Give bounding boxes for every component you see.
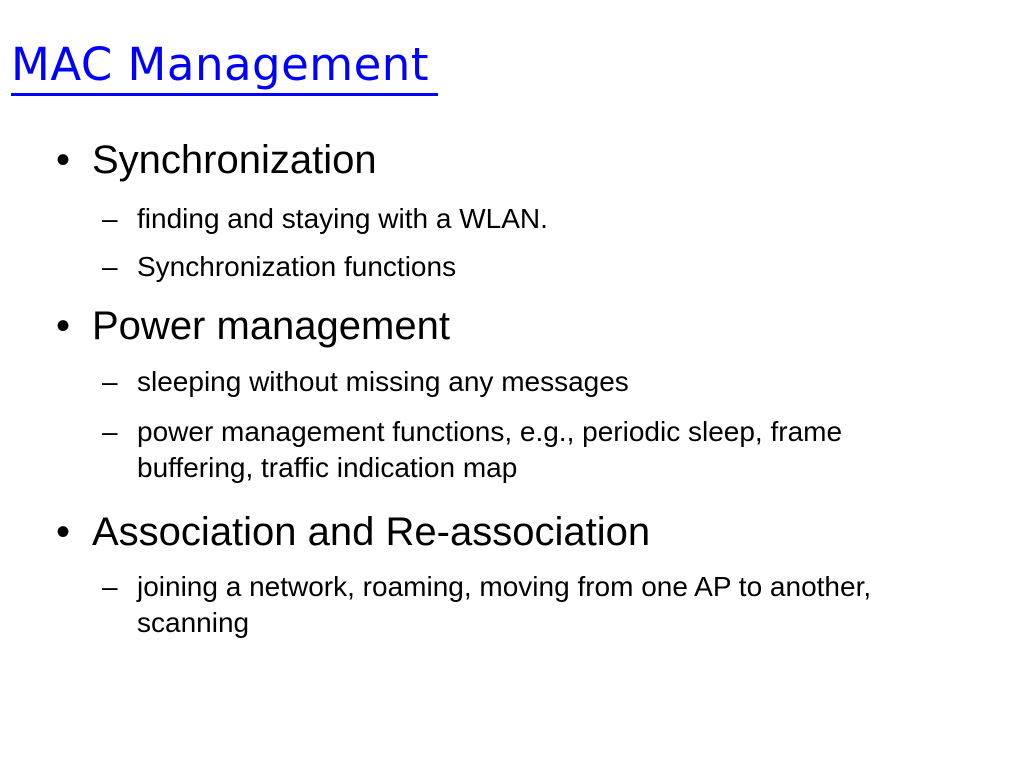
sub-text: power management functions, e.g., periodic sleep, frame buffering, traffic indication map (137, 416, 843, 483)
sub-text: finding and staying with a WLAN. (137, 203, 548, 234)
sub-marker: – (102, 366, 118, 397)
bullet-text: Association and Re-association (92, 510, 651, 554)
bullet-marker: • (56, 510, 71, 554)
slide-title: MAC Management (11, 38, 429, 91)
sub-text: joining a network, roaming, moving from one AP to another, scanning (137, 571, 872, 638)
bullet-text: Synchronization (92, 138, 377, 182)
sub-text: sleeping without missing any messages (137, 366, 629, 397)
sub-marker: – (102, 416, 118, 447)
bullet-marker: • (56, 138, 71, 182)
sub-marker: – (102, 251, 118, 282)
sub-marker: – (102, 203, 118, 234)
bullet-marker: • (56, 304, 71, 348)
bullet-text: Power management (92, 304, 450, 348)
sub-text: Synchronization functions (137, 251, 457, 282)
sub-marker: – (102, 571, 118, 602)
